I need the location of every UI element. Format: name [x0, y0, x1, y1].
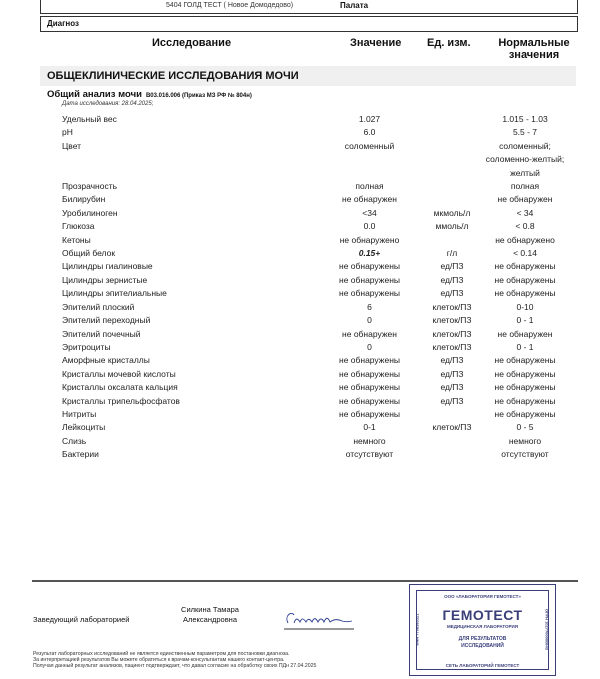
- result-name: Цилиндры зернистые: [62, 274, 148, 285]
- table-row: [62, 207, 582, 220]
- result-norm-line: соломенно-желтый;: [485, 154, 565, 165]
- table-row: [62, 113, 582, 126]
- table-row: [62, 435, 582, 448]
- result-norm: [472, 274, 578, 287]
- result-norm-line: не обнаружен: [497, 194, 553, 205]
- result-name: Слизь: [62, 435, 87, 446]
- result-name: Нитриты: [62, 408, 97, 419]
- result-value: отсутствуют: [345, 449, 394, 460]
- result-value: не обнаружены: [339, 355, 400, 366]
- result-norm-line: не обнаружены: [494, 261, 556, 272]
- result-norm: [472, 408, 578, 421]
- result-norm: [472, 341, 578, 354]
- result-norm: [472, 381, 578, 394]
- signer-name-line2: Александровна: [183, 615, 237, 624]
- disclaimer: [33, 651, 413, 670]
- disclaimer-line: За интерпретацией результатов Вы можете обратиться к врачам-консультантам нашего контакт-центра.: [33, 657, 285, 664]
- result-norm: [472, 328, 578, 341]
- result-norm: [472, 421, 578, 434]
- table-row: [62, 220, 582, 233]
- result-norm: [472, 193, 578, 206]
- result-value: <34: [362, 207, 377, 218]
- signer-role: Заведующий лабораторией: [33, 615, 130, 624]
- result-name: pH: [62, 127, 73, 138]
- result-norm-line: 0 - 1: [516, 341, 534, 352]
- column-header-value: Значение: [350, 37, 402, 49]
- stamp-inn: ИНН 7706383521: [414, 613, 420, 646]
- header-info-box: [40, 0, 578, 14]
- column-header-study: Исследование: [152, 37, 232, 49]
- table-row: [62, 274, 582, 287]
- result-norm: [472, 354, 578, 367]
- result-value: не обнаружены: [339, 395, 400, 406]
- table-row: [62, 448, 582, 461]
- result-unit: клеток/ПЗ: [432, 341, 472, 352]
- result-unit: [432, 126, 472, 139]
- result-norm: [472, 314, 578, 327]
- results-table: [62, 113, 582, 462]
- result-name: Прозрачность: [62, 181, 118, 192]
- result-norm: [472, 140, 578, 180]
- table-row: [62, 395, 582, 408]
- result-norm-line: < 34: [516, 207, 534, 218]
- table-row: [62, 368, 582, 381]
- signature: [282, 605, 357, 633]
- result-value: 1.027: [358, 114, 381, 124]
- table-row: [62, 421, 582, 434]
- result-name: Кристаллы мочевой кислоты: [62, 368, 176, 379]
- stamp-purpose-line1: ДЛЯ РЕЗУЛЬТАТОВ: [458, 636, 507, 642]
- result-norm: [472, 435, 578, 448]
- result-norm: [472, 260, 578, 273]
- result-unit: клеток/ПЗ: [432, 328, 472, 339]
- signer-name-line1: Силкина Тамара: [181, 605, 239, 614]
- result-value: 0-1: [363, 422, 376, 433]
- result-value: 6.0: [363, 127, 376, 138]
- result-norm-line: 0 - 1: [516, 315, 534, 326]
- result-unit: ед/ПЗ: [440, 288, 464, 299]
- table-row: [62, 381, 582, 394]
- result-norm: [472, 368, 578, 381]
- result-norm-line: не обнаружены: [494, 395, 556, 406]
- result-unit: мкмоль/л: [433, 207, 471, 218]
- result-name: Уробилиноген: [62, 207, 118, 218]
- result-norm-line: не обнаружены: [494, 288, 556, 299]
- result-norm: [472, 113, 578, 126]
- result-norm-line: не обнаружены: [494, 368, 556, 379]
- stamp-subtitle: МЕДИЦИНСКАЯ ЛАБОРАТОРИЯ: [446, 624, 519, 629]
- result-unit: [432, 113, 472, 126]
- analysis-title: [47, 89, 252, 100]
- result-unit: клеток/ПЗ: [432, 422, 472, 433]
- result-name: Эритроциты: [62, 341, 111, 352]
- result-name: Аморфные кристаллы: [62, 355, 150, 366]
- result-norm-line: 0-10: [516, 301, 534, 312]
- result-name: Эпителий переходный: [62, 315, 151, 326]
- lab-stamp-inner-border: [416, 590, 549, 670]
- table-row: [62, 180, 582, 193]
- result-unit: [432, 180, 472, 193]
- stamp-ogrn: ОГРН 1027700000843: [544, 609, 550, 650]
- table-row: [62, 328, 582, 341]
- result-value: 0: [367, 341, 372, 352]
- result-norm-line: соломенный;: [499, 140, 551, 151]
- result-norm-line: < 0.8: [515, 221, 535, 232]
- result-value: не обнаружены: [339, 408, 400, 419]
- result-value: не обнаружено: [339, 234, 400, 245]
- diagnosis-label: Диагноз: [47, 19, 79, 28]
- result-norm-line: не обнаружены: [494, 274, 556, 285]
- column-header-norm-line2: значения: [508, 49, 560, 61]
- result-name: Бактерии: [62, 449, 99, 460]
- result-value: полная: [355, 181, 384, 192]
- result-value: не обнаружены: [339, 368, 400, 379]
- result-value: 0.0: [363, 221, 376, 232]
- result-value: не обнаружены: [339, 288, 400, 299]
- result-unit: ммоль/л: [435, 221, 469, 232]
- table-row: [62, 287, 582, 300]
- result-name: Глюкоза: [62, 221, 95, 232]
- result-value: соломенный: [344, 140, 395, 151]
- result-norm-line: не обнаружен: [497, 328, 553, 339]
- result-norm-line: не обнаружены: [494, 382, 556, 393]
- result-norm: [472, 180, 578, 193]
- result-name: Эпителий почечный: [62, 328, 141, 339]
- result-norm-line: < 0.14: [513, 248, 537, 259]
- diagnosis-box: [40, 16, 578, 32]
- result-name: Кристаллы оксалата кальция: [62, 382, 178, 393]
- disclaimer-line: Получая данный результат анализов, пациент подтверждает, что давал согласие на обработку своих ПДн 27.04.2025: [33, 663, 317, 670]
- analysis-name: Общий анализ мочи: [47, 89, 142, 100]
- table-row: [62, 234, 582, 247]
- result-value: немного: [353, 435, 386, 446]
- result-value: не обнаружен: [342, 328, 397, 339]
- result-value: не обнаружены: [339, 274, 400, 285]
- result-name: Цилиндры гиалиновые: [62, 261, 153, 272]
- result-value: 6: [367, 301, 372, 312]
- stamp-brand: ГЕМОТЕСТ: [442, 607, 523, 623]
- result-unit: г/л: [446, 248, 458, 259]
- result-name: Общий белок: [62, 248, 116, 259]
- column-header-norm-line1: Нормальные: [498, 37, 570, 49]
- result-unit: [432, 234, 472, 247]
- table-row: [62, 341, 582, 354]
- ward-label: Палата: [340, 1, 369, 10]
- table-row: [62, 354, 582, 367]
- stamp-company: ООО «ЛАБОРАТОРИЯ ГЕМОТЕСТ»: [444, 594, 521, 599]
- column-header-norm: [488, 37, 580, 61]
- result-value: 0.15+: [358, 248, 381, 259]
- result-norm-line: 5.5 - 7: [512, 127, 538, 138]
- result-value: 0: [367, 315, 372, 326]
- table-row: [62, 314, 582, 327]
- result-unit: [432, 435, 472, 448]
- result-name: Билирубин: [62, 194, 106, 205]
- lab-location: 5404 ГОЛД ТЕСТ ( Новое Домодедово): [166, 2, 294, 9]
- stamp-purpose-line2: ИССЛЕДОВАНИЙ: [461, 642, 504, 649]
- result-norm-line: отсутствуют: [501, 449, 549, 460]
- result-unit: ед/ПЗ: [440, 382, 464, 393]
- table-row: [62, 260, 582, 273]
- section-title: ОБЩЕКЛИНИЧЕСКИЕ ИССЛЕДОВАНИЯ МОЧИ: [47, 70, 299, 82]
- result-name: Кетоны: [62, 234, 91, 245]
- result-norm: [472, 234, 578, 247]
- result-name: Удельный вес: [62, 114, 117, 124]
- result-unit: клеток/ПЗ: [432, 301, 472, 312]
- result-norm: [472, 448, 578, 461]
- stamp-purpose: [416, 636, 549, 649]
- table-row: [62, 408, 582, 421]
- table-row: [62, 140, 582, 180]
- result-value: не обнаружены: [339, 261, 400, 272]
- result-norm: [472, 207, 578, 220]
- table-row: [62, 247, 582, 260]
- footer-divider: [32, 580, 578, 582]
- result-norm-line: немного: [508, 435, 542, 446]
- table-row: [62, 126, 582, 139]
- result-unit: ед/ПЗ: [440, 355, 464, 366]
- result-norm-line: не обнаружены: [494, 408, 556, 419]
- analysis-code: B03.016.006 (Приказ МЗ РФ № 804н): [145, 93, 252, 99]
- result-value: не обнаружены: [339, 382, 400, 393]
- result-norm-line: 1.015 - 1.03: [502, 114, 548, 124]
- result-norm: [472, 301, 578, 314]
- result-name: Лейкоциты: [62, 422, 106, 433]
- stamp-network: СЕТЬ ЛАБОРАТОРИЙ ГЕМОТЕСТ: [445, 663, 520, 668]
- result-name: Цвет: [62, 140, 82, 151]
- result-value: не обнаружен: [342, 194, 397, 205]
- result-name: Цилиндры эпителиальные: [62, 288, 167, 299]
- result-unit: ед/ПЗ: [440, 261, 464, 272]
- result-norm: [472, 220, 578, 233]
- result-name: Эпителий плоский: [62, 301, 135, 312]
- disclaimer-line: Результат лабораторных исследований не является единственным параметром для постановки диагноза.: [33, 651, 290, 657]
- result-unit: [432, 193, 472, 206]
- result-norm-line: 0 - 5: [516, 422, 534, 433]
- signer-name: [170, 605, 250, 625]
- result-unit: [432, 448, 472, 461]
- result-unit: ед/ПЗ: [440, 368, 464, 379]
- column-header-unit: Ед. изм.: [427, 37, 471, 49]
- result-unit: ед/ПЗ: [440, 395, 464, 406]
- table-row: [62, 193, 582, 206]
- result-norm: [472, 395, 578, 408]
- result-norm: [472, 126, 578, 139]
- result-unit: [432, 408, 472, 421]
- result-norm-line: желтый: [510, 167, 540, 178]
- result-norm-line: не обнаружено: [495, 234, 555, 245]
- result-norm-line: полная: [510, 181, 540, 192]
- result-norm: [472, 247, 578, 260]
- result-norm: [472, 287, 578, 300]
- analysis-date: Дата исследования: 28.04.2025;: [62, 101, 154, 107]
- table-row: [62, 301, 582, 314]
- result-unit: [432, 140, 472, 180]
- result-name: Кристаллы трипельфосфатов: [62, 395, 180, 406]
- result-unit: клеток/ПЗ: [432, 315, 472, 326]
- result-norm-line: не обнаружены: [494, 355, 556, 366]
- result-unit: ед/ПЗ: [440, 274, 464, 285]
